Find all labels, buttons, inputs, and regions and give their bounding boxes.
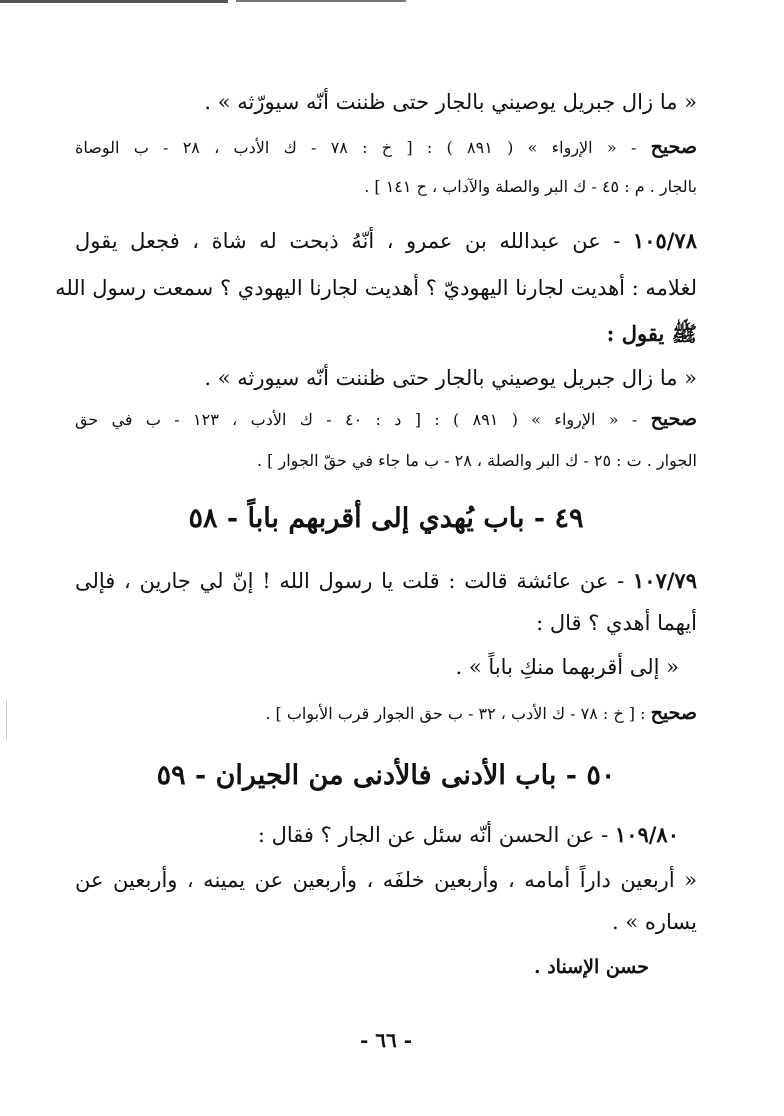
hadith-number: ١٠٧/٧٩: [632, 568, 697, 593]
grade-label: صحيح: [650, 408, 698, 430]
takhrij-line-3: صحيح - « الإرواء » ( ٨٩١ ) : [ د : ٤٠ - ك الأدب ، ١٢٣ - ب في حق: [75, 408, 698, 430]
hadith-text-3: « إلى أقربهما منكِ باباً » .: [455, 655, 679, 679]
hadith-text-line: يساره » .: [612, 910, 697, 934]
grade-note: حسن الإسناد .: [533, 956, 649, 978]
takhrij-line-2: بالجار . م : ٤٥ - ك البر والصلة والآداب ، ح ١٤١ ] .: [364, 177, 697, 196]
hadith-intro-80: ١٠٩/٨٠ - عن الحسن أنّه سئل عن الجار ؟ فقال :: [257, 822, 679, 847]
hadith-number: ١٠٥/٧٨: [632, 228, 697, 253]
hadith-text-4: « أربعين داراً أمامه ، وأربعين خلفَه ، وأربعين عن يمينه ، وأربعين عن: [75, 868, 697, 892]
scan-margin-mark: [6, 700, 7, 740]
hadith-text-1: « ما زال جبريل يوصيني بالجار حتى ظننت أنّه سيورّثه » .: [204, 90, 697, 114]
grade-label: صحيح: [650, 136, 698, 158]
hadith-number: ١٠٩/٨٠: [614, 822, 679, 847]
top-rule-right: [236, 0, 406, 2]
hadith-text-line: ﷺ يقول :: [606, 321, 697, 346]
hadith-text-line: أيهما أهدي ؟ قال :: [536, 611, 697, 635]
page-number: - ٦٦ -: [359, 1028, 412, 1052]
hadith-intro-79: ١٠٧/٧٩ - عن عائشة قالت : قلت يا رسول الله ! إنّ لي جارين ، فإلى: [75, 568, 697, 593]
takhrij-line-4: الجوار . ت : ٢٥ - ك البر والصلة ، ٢٨ - ب ما جاء في حقّ الجوار ] .: [257, 451, 697, 470]
grade-label: صحيح: [650, 702, 697, 724]
takhrij-line-5: صحيح : [ خ : ٧٨ - ك الأدب ، ٣٢ - ب حق الجوار قرب الأبواب ] .: [265, 702, 697, 724]
hadith-intro-78: ١٠٥/٧٨ - عن عبدالله بن عمرو ، أنّهُ ذبحت له شاة ، فجعل يقول: [75, 228, 697, 253]
chapter-heading-49: ٤٩ - باب يُهدي إلى أقربهم باباً - ٥٨: [188, 503, 584, 534]
chapter-heading-50: ٥٠ - باب الأدنى فالأدنى من الجيران - ٥٩: [156, 760, 616, 791]
takhrij-line-1: صحيح - « الإرواء » ( ٨٩١ ) : [ خ : ٧٨ - ك الأدب ، ٢٨ - ب الوصاة: [75, 136, 698, 158]
hadith-text-2: « ما زال جبريل يوصيني بالجار حتى ظننت أنّه سيورثه » .: [204, 366, 697, 390]
top-rule-left: [0, 0, 228, 3]
hadith-text-line: لغلامه : أهديت لجارنا اليهوديّ ؟ أهديت لجارنا اليهودي ؟ سمعت رسول الله: [55, 276, 697, 300]
